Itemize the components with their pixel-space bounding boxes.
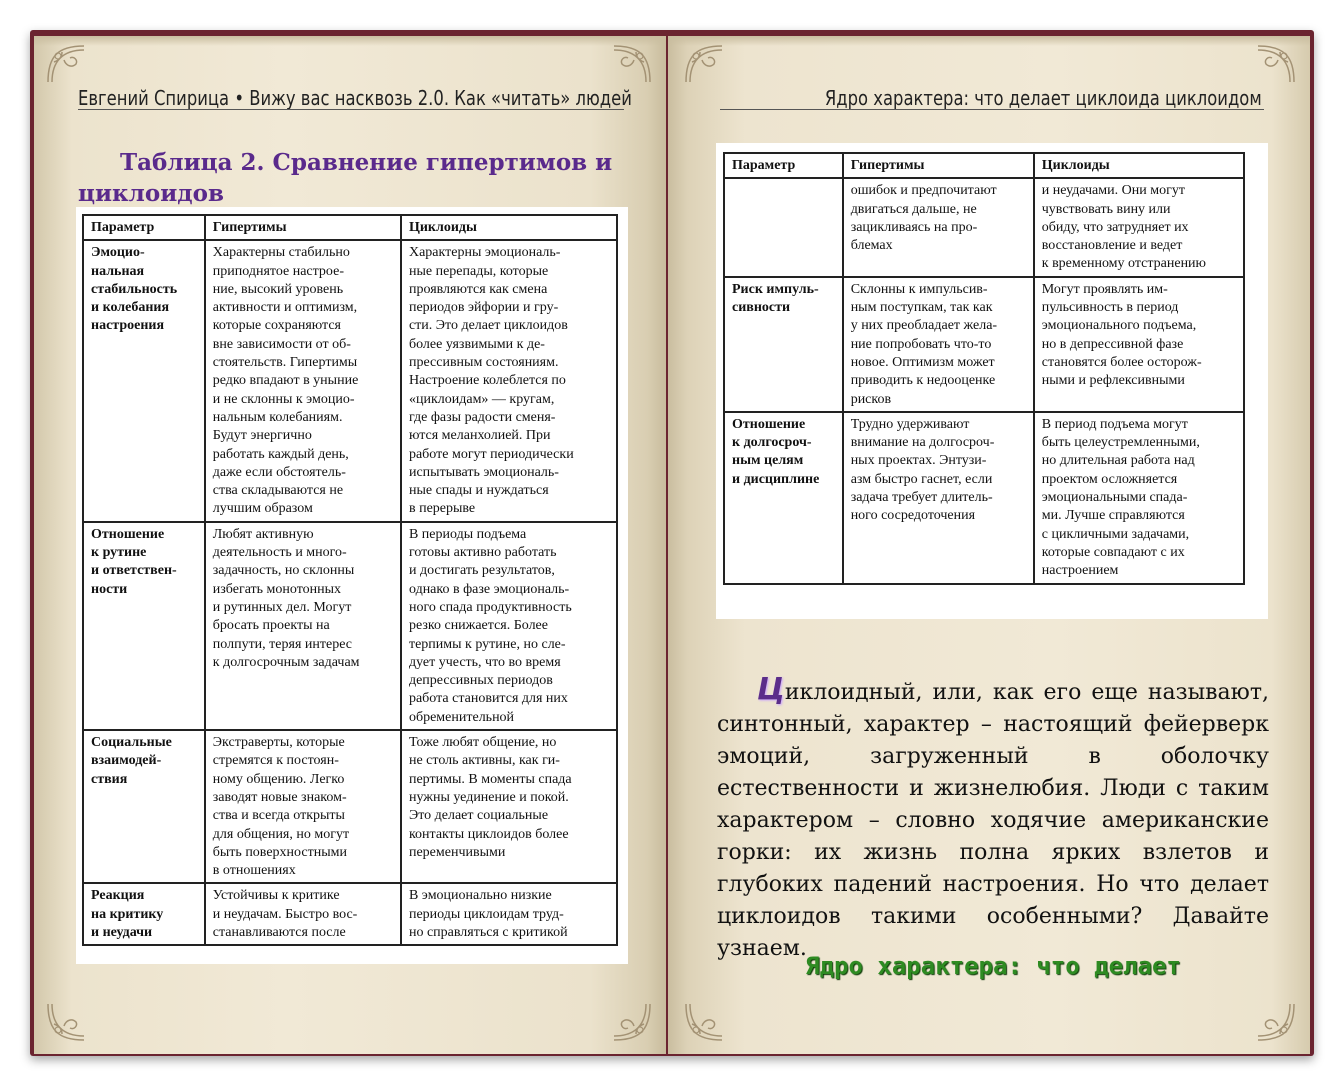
corner-ornament-icon [682,42,726,86]
param-cell: Реакция на критику и неудачи [83,883,205,945]
table-header-row [83,215,617,240]
corner-ornament-icon [44,42,88,86]
table-panel-right [716,143,1268,619]
corner-ornament-icon [610,1000,654,1044]
page-edge [34,36,666,46]
table-header-row [724,153,1244,178]
table-row [83,522,617,730]
hyperthym-cell: Склонны к импульсив- ным поступкам, так как у них преобладает жела- ние попробовать что-то новое. Оптимизм может приводить к недооценке рисков [843,277,1034,412]
hyperthym-cell: ошибок и предпочитают двигаться дальше, не зацикливаясь на про- блемах [843,178,1034,276]
cycloid-cell: В период подъема могут быть целеустремленными, но длительная работа над проектом осложняется эмоциональными спада- ми. Лучше справляются с цикличными задачами, которые совпадают с их настроением [1034,412,1244,584]
table-row [83,883,617,945]
paragraph-text: иклоидный, или, как его еще называют, синтонный, характер – настоящий фейерверк эмоций, загруженный в оболочку естественности и жизнелюбия. Люди с таким характером – словно ходячие американские горки: их жизнь полна ярких взлетов и глубоких падений настроения. Но что делает циклоидов такими особенными? Давайте узнаем. [717,680,1269,961]
param-cell: Риск импуль- сивности [724,277,843,412]
table-row [724,178,1244,276]
section-heading: Ядро характера: что делает [805,952,1181,980]
column-header: Циклоиды [1034,153,1244,178]
cycloid-cell: Могут проявлять им- пульсивность в период эмоционального подъема, но в депрессивной фазе становятся более осторож- ными и рефлексивными [1034,277,1244,412]
table-row [83,240,617,521]
table-row [724,277,1244,412]
running-header-right: Ядро характера: что делает циклоида циклоидом [825,86,1262,110]
drop-cap: Ц [757,672,785,707]
corner-ornament-icon [1254,1000,1298,1044]
hyperthym-cell: Любят активную деятельность и много- задачность, но склонны избегать монотонных и рутинных дел. Могут бросать проекты на полпути, теряя интерес к долгосрочным задачам [205,522,401,730]
cycloid-cell: В эмоционально низкие периоды циклоидам труд- но справляться с критикой [401,883,617,945]
table-row [724,412,1244,584]
table-title: Таблица 2. Сравнение гипертимов и циклоидов [78,149,613,207]
hyperthym-cell: Трудно удерживают внимание на долгосроч- ных проектах. Энтузи- азм быстро гаснет, если задача требует длитель- ного сосредоточения [843,412,1034,584]
comparison-table-right [723,152,1245,585]
column-header: Гипертимы [843,153,1034,178]
param-cell: Отношение к долгосроч- ным целям и дисциплине [724,412,843,584]
header-rule-right [720,109,1264,110]
table-panel-left [76,207,628,964]
column-header: Параметр [83,215,205,240]
table-row [83,730,617,883]
cycloid-cell: Тоже любят общение, но не столь активны, как ги- пертимы. В моменты спада нужны уединение и покой. Это делает социальные контакты циклоидов более переменчивыми [401,730,617,883]
hyperthym-cell: Экстраверты, которые стремятся к постоян- ному общению. Легко заводят новые знаком- ства и всегда открыты для общения, но могут быть поверхностными в отношениях [205,730,401,883]
param-cell: Эмоцио- нальная стабильность и колебания настроения [83,240,205,521]
page-edge [668,36,1310,46]
body-paragraph [717,674,1269,965]
cycloid-cell: Характерны эмоциональ- ные перепады, которые проявляются как смена периодов эйфории и гру- сти. Это делает циклоидов более уязвимыми к де- прессивным состояниям. Настроение колеблется по «циклоидам» — кругам, где фазы радости сменя- ются меланхолией. При работе могут периодически испытывать эмоциональ- ные спады и нуждаться в перерыве [401,240,617,521]
hyperthym-cell: Устойчивы к критике и неудачам. Быстро вос- станавливаются после [205,883,401,945]
corner-ornament-icon [44,1000,88,1044]
hyperthym-cell: Характерны стабильно приподнятое настрое- ние, высокий уровень активности и оптимизм, которые сохраняются вне зависимости от об- стоятельств. Гипертимы редко впадают в уныние и не склонны к эмоцио- нальным колебаниям. Будут энергично работать каждый день, даже если обстоятель- ства складываются не лучшим образом [205,240,401,521]
corner-ornament-icon [1254,42,1298,86]
param-cell [724,178,843,276]
corner-ornament-icon [682,1000,726,1044]
running-header-left: Евгений Спирица • Вижу вас насквозь 2.0. Как «читать» людей [78,86,632,110]
param-cell: Отношение к рутине и ответствен- ности [83,522,205,730]
comparison-table-left [82,214,618,946]
param-cell: Социальные взаимодей- ствия [83,730,205,883]
column-header: Параметр [724,153,843,178]
column-header: Гипертимы [205,215,401,240]
header-rule-left [78,109,624,110]
cycloid-cell: В периоды подъема готовы активно работать и достигать результатов, однако в фазе эмоциональ- ного спада продуктивность резко снижается. Более терпимы к рутине, но сле- дует учесть, что во время депрессивных периодов работа становится для них обременительной [401,522,617,730]
cycloid-cell: и неудачами. Они могут чувствовать вину или обиду, что затрудняет их восстановление и ведет к временному отстранению [1034,178,1244,276]
corner-ornament-icon [610,42,654,86]
column-header: Циклоиды [401,215,617,240]
